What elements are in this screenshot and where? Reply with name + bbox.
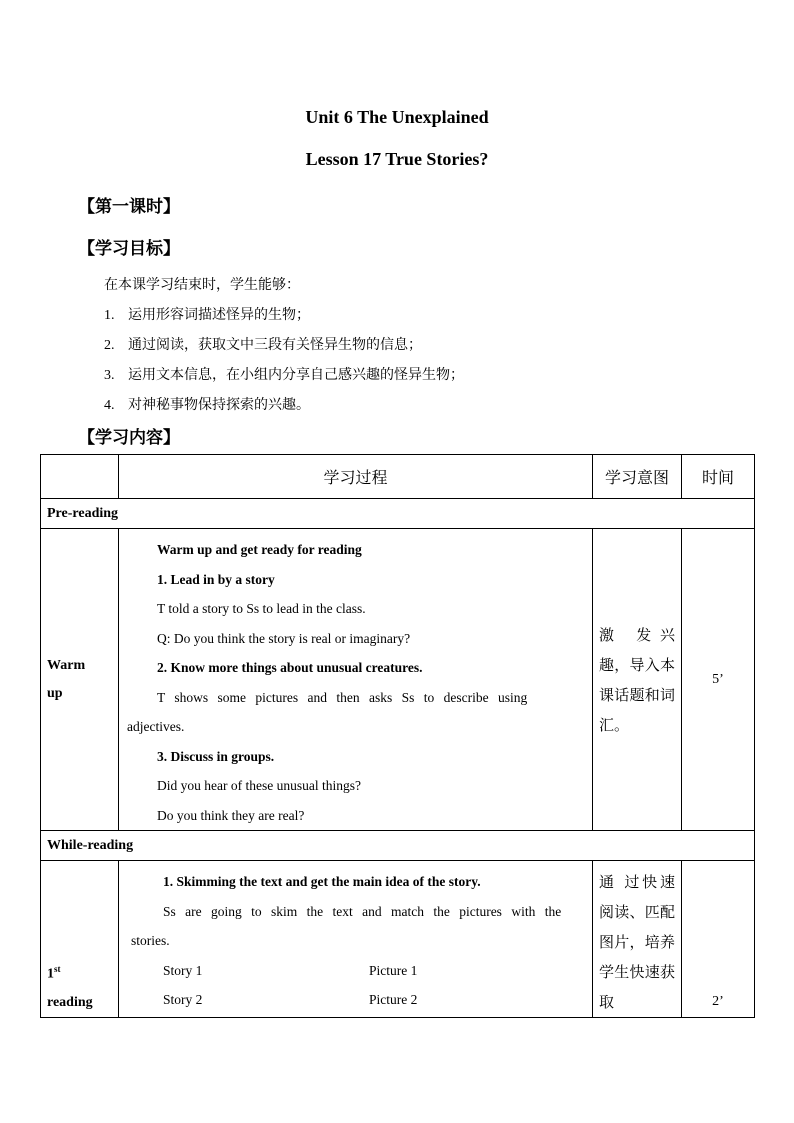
page-title: Unit 6 The Unexplained <box>305 107 489 127</box>
process-cell: Warm up and get ready for reading 1. Lead in by a story T told a story to Ss to lead in the class. Q: Do you think the story is real or imaginary? 2. Know more things about unusual creatures. T shows some pictures and then asks Ss to describe using adjectives. 3. Discuss in groups. Did you hear of these unusual things? Do you think they are real? <box>119 529 593 831</box>
phase-row-while-reading <box>41 831 755 861</box>
stage-cell: Warm up <box>41 529 119 831</box>
time-cell: 2’ <box>682 861 755 1018</box>
header-process: 学习过程 <box>119 455 593 499</box>
objective-item: 1. 运用形容词描述怪异的生物； <box>104 307 310 323</box>
phase-label: Pre-reading <box>41 499 755 529</box>
table-row-reading1 <box>41 861 755 1018</box>
intent-cell: 激 发兴趣，导入本课话题和词汇。 <box>593 529 682 831</box>
process-cell: 1. Skimming the text and get the main idea of the story. Ss are going to skim the text and match the pictures with the stories. Story 1 Picture 1 Story 2 Picture 2 <box>119 861 593 1018</box>
period-heading: 【第一课时】 <box>78 197 180 217</box>
objective-item: 3. 运用文本信息，在小组内分享自己感兴趣的怪异生物； <box>104 367 464 383</box>
objectives-intro: 在本课学习结束时，学生能够： <box>104 277 300 293</box>
match-row: Story 2 Picture 2 <box>163 992 418 1007</box>
time-cell: 5’ <box>682 529 755 831</box>
phase-label: While-reading <box>41 831 755 861</box>
objectives-heading: 【学习目标】 <box>78 239 180 259</box>
lesson-table <box>40 454 755 1018</box>
intent-cell: 通 过快速阅读、匹配图片，培养学生快速获取 <box>593 861 682 1018</box>
objectives-list <box>104 274 464 424</box>
objective-item: 2. 通过阅读，获取文中三段有关怪异生物的信息； <box>104 337 422 353</box>
match-row: Story 1 Picture 1 <box>163 962 418 978</box>
lesson-subtitle: Lesson 17 True Stories? <box>305 149 489 169</box>
table-header-row <box>41 455 755 499</box>
header-time: 时间 <box>682 455 755 499</box>
phase-row-pre-reading <box>41 499 755 529</box>
table-row-warmup <box>41 529 755 831</box>
stage-cell: 1st reading <box>41 861 119 1018</box>
header-intent: 学习意图 <box>593 455 682 499</box>
header-stage <box>41 455 119 499</box>
content-heading: 【学习内容】 <box>78 428 180 448</box>
objective-item: 4. 对神秘事物保持探索的兴趣。 <box>104 397 310 413</box>
